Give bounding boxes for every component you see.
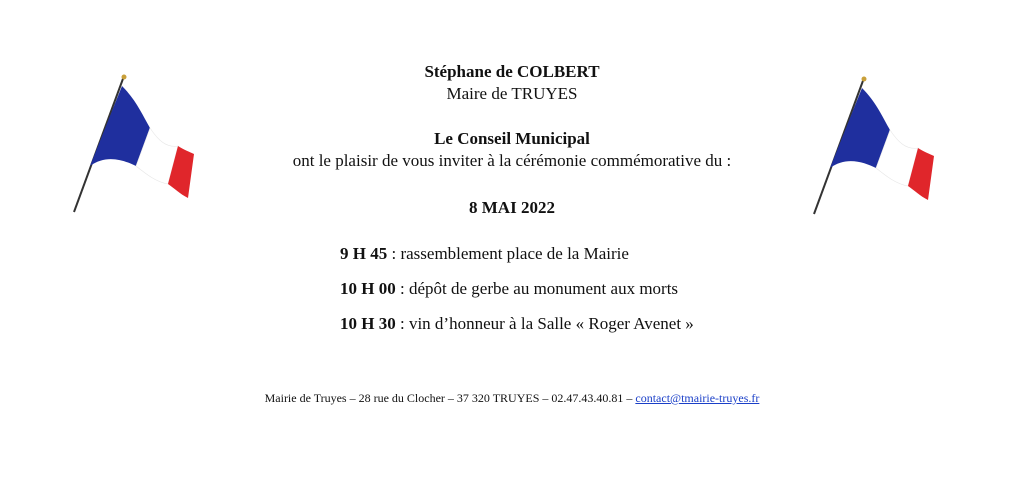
schedule-item	[340, 279, 678, 299]
schedule-time: 10 H 30	[340, 314, 396, 333]
mayor-name: Stéphane de COLBERT	[424, 62, 600, 81]
schedule-text: : vin d’honneur à la Salle « Roger Avenet »	[395, 314, 694, 333]
invitation-text: ont le plaisir de vous inviter à la cérémonie commémorative du :	[292, 151, 732, 170]
schedule-text: : dépôt de gerbe au monument aux morts	[395, 279, 679, 298]
schedule-text: : rassemblement place de la Mairie	[387, 244, 629, 263]
footer	[0, 391, 1024, 405]
council-title: Le Conseil Municipal	[434, 129, 590, 148]
schedule-time: 10 H 00	[340, 279, 396, 298]
event-date: 8 MAI 2022	[469, 198, 555, 217]
mayor-title: Maire de TRUYES	[446, 84, 578, 103]
schedule-time: 9 H 45	[340, 244, 388, 263]
schedule-item	[340, 244, 629, 264]
contact-email-link[interactable]: contact@tmairie-truyes.fr	[635, 391, 760, 405]
schedule-item	[340, 314, 694, 334]
footer-address: Mairie de Truyes – 28 rue du Clocher – 37 320 TRUYES – 02.47.43.40.81 –	[264, 391, 636, 405]
